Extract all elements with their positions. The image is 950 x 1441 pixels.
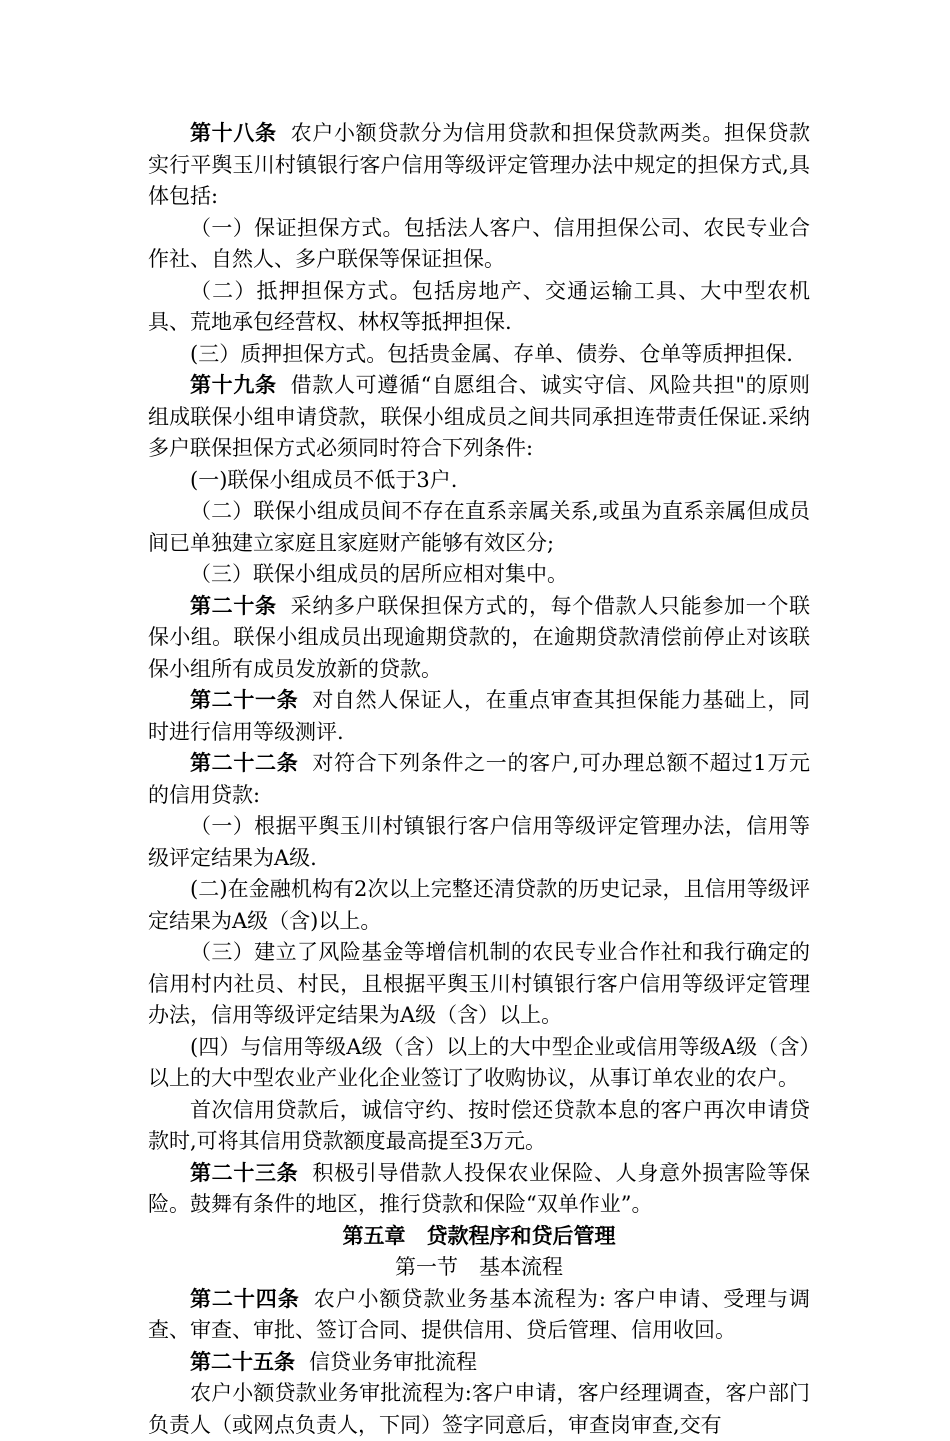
paragraph: 首次信用贷款后，诚信守约、按时偿还贷款本息的客户再次申请贷款时,可将其信用贷款额度最高提至3万元。 — [148, 1097, 810, 1153]
list-item: （二）联保小组成员间不存在直系亲属关系,或虽为直系亲属但成员间已单独建立家庭且家庭财产能够有效区分; — [148, 499, 810, 555]
article-24 — [148, 1284, 810, 1347]
article-text: 积极引导借款人投保农业保险、人身意外损害险等保险。鼓舞有条件的地区，推行贷款和保险“双单作业”。 — [148, 1160, 811, 1216]
document-body — [148, 118, 810, 1441]
article-21 — [148, 685, 810, 748]
article-20 — [148, 591, 810, 686]
article-text: 信贷业务审批流程 — [309, 1349, 477, 1374]
list-item: (二)在金融机构有2次以上完整还清贷款的历史记录，且信用等级评定结果为A级（含)以上。 — [148, 877, 810, 933]
article-text: 对符合下列条件之一的客户,可办理总额不超过1万元的信用贷款: — [148, 751, 810, 807]
list-item: (四）与信用等级A级（含）以上的大中型企业或信用等级A级（含）以上的大中型农业产业化企业签订了收购协议，从事订单农业的农户。 — [148, 1034, 810, 1090]
article-text: 对自然人保证人，在重点审查其担保能力基础上，同时进行信用等级测评. — [148, 688, 811, 744]
article-heading: 第十八条 — [190, 121, 277, 145]
article-22 — [148, 748, 810, 811]
list-item: （二）抵押担保方式。包括房地产、交通运输工具、大中型农机具、荒地承包经营权、林权等抵押担保. — [148, 278, 810, 334]
article-heading: 第二十四条 — [190, 1286, 300, 1311]
article-text: 农户小额贷款分为信用贷款和担保贷款两类。担保贷款实行平舆玉川村镇银行客户信用等级评定管理办法中规定的担保方式,具体包括: — [148, 121, 811, 208]
article-heading: 第二十一条 — [190, 688, 299, 712]
list-item: （三）建立了风险基金等增信机制的农民专业合作社和我行确定的信用村内社员、村民，且根据平舆玉川村镇银行客户信用等级评定管理办法，信用等级评定结果为A级（含）以上。 — [148, 940, 810, 1027]
article-18 — [148, 118, 810, 213]
article-23 — [148, 1158, 810, 1221]
section-title: 第一节 基本流程 — [395, 1255, 563, 1279]
article-19 — [148, 370, 810, 465]
list-item: （一）保证担保方式。包括法人客户、信用担保公司、农民专业合作社、自然人、多户联保等保证担保。 — [148, 215, 810, 271]
paragraph: 农户小额贷款业务审批流程为:客户申请，客户经理调查，客户部门负责人（或网点负责人，下同）签字同意后，审查岗审查,交有 — [148, 1381, 810, 1437]
list-item: （一）根据平舆玉川村镇银行客户信用等级评定管理办法，信用等级评定结果为A级. — [148, 814, 810, 870]
article-text: 借款人可遵循“自愿组合、诚实守信、风险共担"的原则组成联保小组申请贷款，联保小组成员之间共同承担连带责任保证.采纳多户联保担保方式必须同时符合下列条件: — [148, 373, 810, 460]
article-heading: 第二十五条 — [190, 1349, 295, 1374]
article-heading: 第二十三条 — [190, 1160, 299, 1185]
article-text: 采纳多户联保担保方式的，每个借款人只能参加一个联保小组。联保小组成员出现逾期贷款的，在逾期贷款清偿前停止对该联保小组所有成员发放新的贷款。 — [148, 593, 811, 681]
article-heading: 第十九条 — [190, 373, 277, 397]
list-item: (三）质押担保方式。包括贵金属、存单、债券、仓单等质押担保. — [190, 341, 793, 366]
article-25 — [148, 1347, 810, 1379]
article-heading: 第二十二条 — [190, 751, 299, 775]
list-item: （三）联保小组成员的居所应相对集中。 — [190, 562, 568, 586]
article-heading: 第二十条 — [190, 593, 277, 618]
list-item: (一)联保小组成员不低于3户. — [190, 467, 458, 492]
article-text: 农户小额贷款业务基本流程为: 客户申请、受理与调查、审查、审批、签订合同、提供信用、贷后管理、信用收回。 — [148, 1286, 811, 1342]
chapter-title: 第五章 贷款程序和贷后管理 — [342, 1223, 616, 1248]
